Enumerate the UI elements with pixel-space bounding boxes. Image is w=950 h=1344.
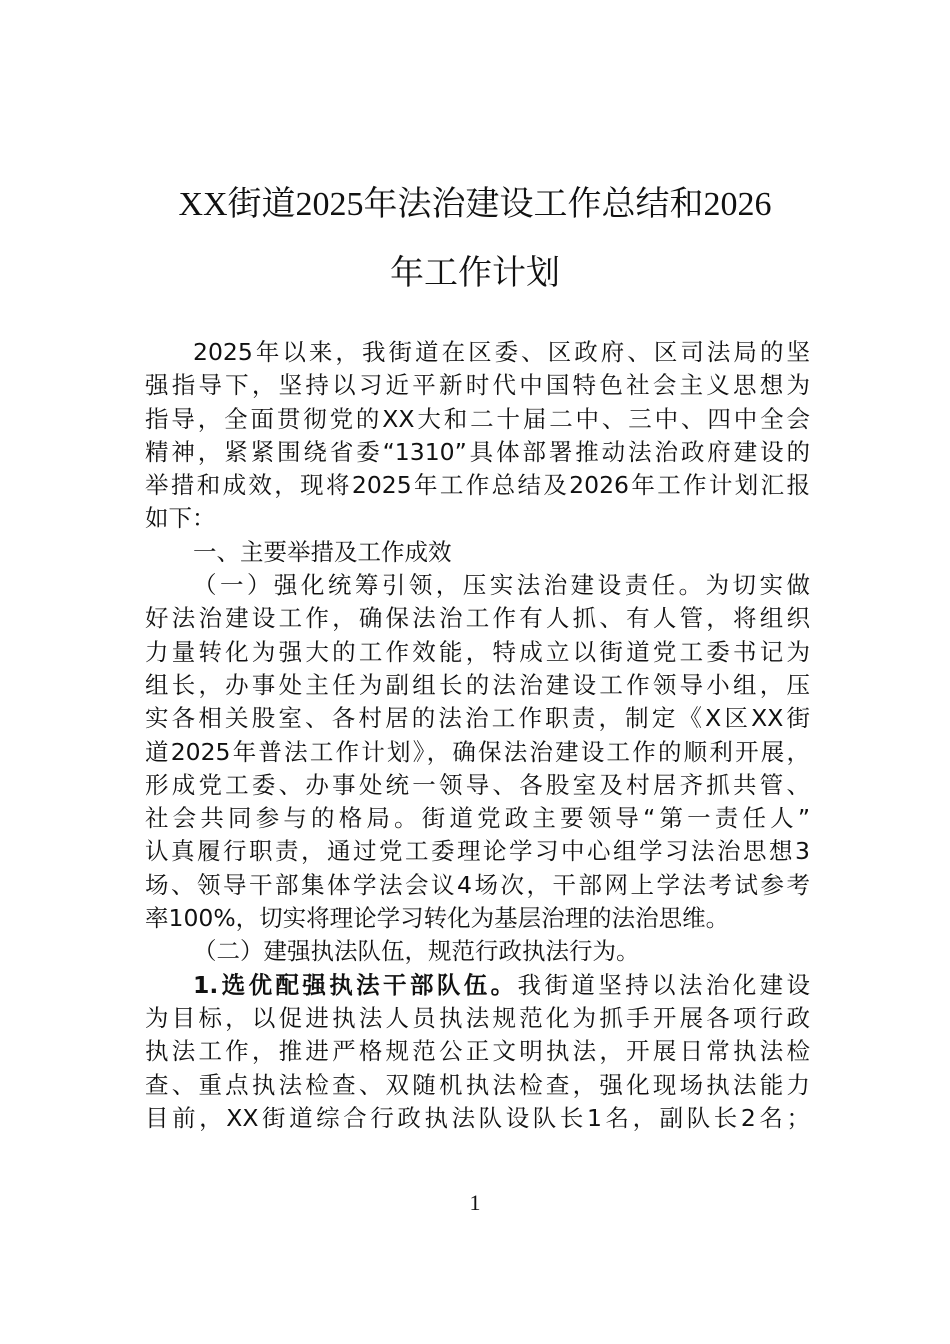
body-line: 社会共同参与的格局。街道党政主要领导“第一责任人” [145,804,810,833]
body-line: （一）强化统筹引领，压实法治建设责任。为切实做 [193,571,810,600]
intro-line: 举措和成效，现将2025年工作总结及2026年工作计划汇报 [145,471,810,500]
body-line: 实各相关股室、各村居的法治工作职责，制定《X区XX街 [145,704,810,733]
document-title-line-1: XX街道2025年法治建设工作总结和2026 [178,186,772,223]
subsection-heading: （二）建强执法队伍，规范行政执法行为。 [193,937,640,966]
body-line: 率100%，切实将理论学习转化为基层治理的法治思维。 [145,904,730,933]
body-line: 场、领导干部集体学法会议4场次，干部网上学法考试参考 [145,870,810,899]
body-line: 执法工作，推进严格规范公正文明执法，开展日常执法检 [145,1037,810,1066]
page-number: 1 [469,1190,481,1215]
lead-rest: 我街道坚持以法治化建设 [517,970,811,999]
intro-line: 2025年以来，我街道在区委、区政府、区司法局的坚 [193,338,810,366]
body-line: 形成党工委、办事处统一领导、各股室及村居齐抓共管、 [145,770,810,799]
body-line: 力量转化为强大的工作效能，特成立以街道党工委书记为 [145,637,810,666]
document-body [145,336,810,1135]
bold-lead: 1.选优配强执法干部队伍。 [193,970,518,999]
intro-line: 强指导下，坚持以习近平新时代中国特色社会主义思想为 [145,371,810,400]
section-heading: 一、主要举措及工作成效 [193,537,452,566]
body-line: 认真履行职责，通过党工委理论学习中心组学习法治思想3 [145,837,810,866]
body-line: 组长，办事处主任为副组长的法治建设工作领导小组，压 [145,670,810,699]
body-line: 查、重点执法检查、双随机执法检查，强化现场执法能力 [145,1070,810,1099]
intro-line: 如下： [145,504,216,533]
intro-line: 精神，紧紧围绕省委“1310”具体部署推动法治政府建设的 [145,437,810,466]
intro-line: 指导，全面贯彻党的XX大和二十届二中、三中、四中全会 [145,404,810,433]
body-line: 道2025年普法工作计划》，确保法治建设工作的顺利开展， [145,737,810,766]
body-line: 好法治建设工作，确保法治工作有人抓、有人管，将组织 [145,604,810,633]
body-line: 目前，XX街道综合行政执法队设队长1名，副队长2名； [145,1103,810,1132]
document-title-line-2: 年工作计划 [390,255,560,292]
body-line-with-lead [145,969,810,1002]
body-line: 为目标，以促进执法人员执法规范化为抓手开展各项行政 [145,1003,810,1032]
